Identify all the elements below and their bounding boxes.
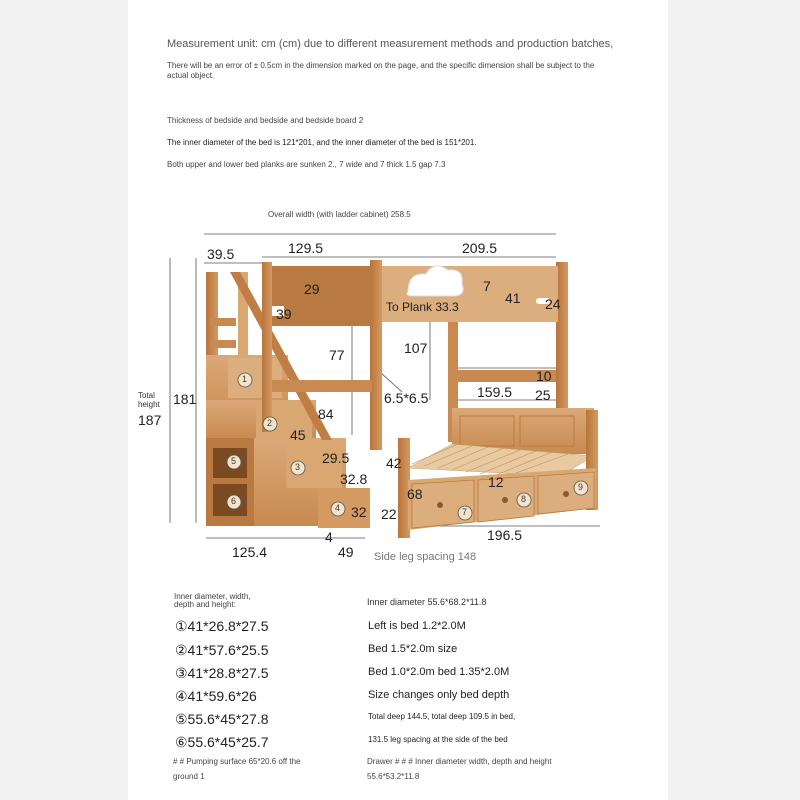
- side-leg-spacing: Side leg spacing 148: [374, 551, 477, 563]
- drawer-8-badge: 8: [521, 494, 527, 504]
- dim-107: 107: [404, 340, 428, 356]
- step-2-badge: 2: [267, 418, 273, 428]
- pumping-surface-note-2: ground 1: [173, 772, 205, 781]
- total-height-label: Total: [138, 391, 155, 400]
- dim-181: 181: [173, 391, 197, 407]
- dim-84: 84: [318, 406, 334, 422]
- pumping-surface-note: # # Pumping surface 65*20.6 off the: [173, 757, 301, 766]
- dim-39: 39: [276, 306, 292, 322]
- total-height-label-2: height: [138, 400, 160, 409]
- step-5-badge: 5: [231, 456, 237, 466]
- plank-note: Both upper and lower bed planks are sunken 2., 7 wide and 7 thick 1.5 gap 7.3: [167, 160, 446, 169]
- error-note: There will be an error of ± 0.5cm in the dimension marked on the page, and the specific dimension shall be subject to the: [167, 61, 595, 70]
- spec-item-5: ⑤55.6*45*27.8: [175, 711, 269, 727]
- dim-42: 42: [386, 455, 402, 471]
- inner-diameter-title: Inner diameter, width,: [174, 592, 251, 601]
- step-3-badge: 3: [295, 462, 301, 472]
- dim-7: 7: [483, 278, 491, 294]
- error-note-cont: actual object.: [167, 71, 215, 80]
- dim-29: 29: [304, 281, 320, 297]
- dim-209-5: 209.5: [462, 240, 498, 256]
- drawer-inner-diameter: Inner diameter 55.6*68.2*11.8: [367, 597, 487, 607]
- dim-125-4: 125.4: [232, 544, 268, 560]
- thickness-note: Thickness of bedside and bedside and bedside board 2: [167, 116, 364, 125]
- spec-item-6: ⑥55.6*45*25.7: [175, 734, 269, 750]
- total-depth-note: Total deep 144.5, total deep 109.5 in bed,: [368, 712, 516, 721]
- spec-item-1: ①41*26.8*27.5: [175, 618, 269, 634]
- dim-45: 45: [290, 427, 306, 443]
- dim-6-5x6-5: 6.5*6.5: [384, 390, 429, 406]
- step-4-badge: 4: [335, 503, 341, 513]
- drawer-note: Drawer # # # Inner diameter width, depth and height: [367, 757, 552, 766]
- dim-12: 12: [488, 474, 504, 490]
- size-change-note: Size changes only bed depth: [368, 689, 510, 701]
- dim-4: 4: [325, 529, 333, 545]
- unit-note: Measurement unit: cm (cm) due to different measurement methods and production batches,: [167, 38, 614, 50]
- dim-68: 68: [407, 486, 423, 502]
- step-6-badge: 6: [231, 496, 237, 506]
- dim-39-5: 39.5: [207, 246, 235, 262]
- dim-22: 22: [381, 506, 397, 522]
- to-plank-label: To Plank 33.3: [386, 300, 459, 314]
- dim-196-5: 196.5: [487, 527, 523, 543]
- bed-size-left: Left is bed 1.2*2.0M: [368, 620, 466, 632]
- dim-24: 24: [545, 296, 561, 312]
- inner-diameter-note: The inner diameter of the bed is 121*201, and the inner diameter of the bed is 151*201.: [167, 138, 477, 147]
- total-height-value: 187: [138, 412, 162, 428]
- bed-size-1-0: Bed 1.0*2.0m bed 1.35*2.0M: [368, 666, 510, 678]
- spec-item-2: ②41*57.6*25.5: [175, 642, 269, 658]
- dim-129-5: 129.5: [288, 240, 324, 256]
- dim-25: 25: [535, 387, 551, 403]
- dim-32-8: 32.8: [340, 471, 368, 487]
- overall-width-label: Overall width (with ladder cabinet) 258.5: [268, 210, 411, 219]
- spec-item-3: ③41*28.8*27.5: [175, 665, 269, 681]
- dim-159-5: 159.5: [477, 384, 513, 400]
- dim-41: 41: [505, 290, 521, 306]
- dim-10: 10: [536, 368, 552, 384]
- dim-29-5: 29.5: [322, 450, 350, 466]
- bed-size-1-5: Bed 1.5*2.0m size: [368, 643, 458, 655]
- inner-diameter-title-2: depth and height:: [174, 600, 236, 609]
- dim-77: 77: [329, 347, 345, 363]
- drawer-7-badge: 7: [462, 507, 468, 517]
- drawer-9-badge: 9: [578, 482, 584, 492]
- drawer-size: 55.6*53.2*11.8: [367, 772, 420, 781]
- dim-49: 49: [338, 544, 354, 560]
- step-1-badge: 1: [242, 374, 248, 384]
- spec-item-4: ④41*59.6*26: [175, 688, 257, 704]
- lower-bed: [398, 408, 598, 538]
- leg-spacing-note: 131.5 leg spacing at the side of the bed: [368, 735, 508, 744]
- dim-32: 32: [351, 504, 367, 520]
